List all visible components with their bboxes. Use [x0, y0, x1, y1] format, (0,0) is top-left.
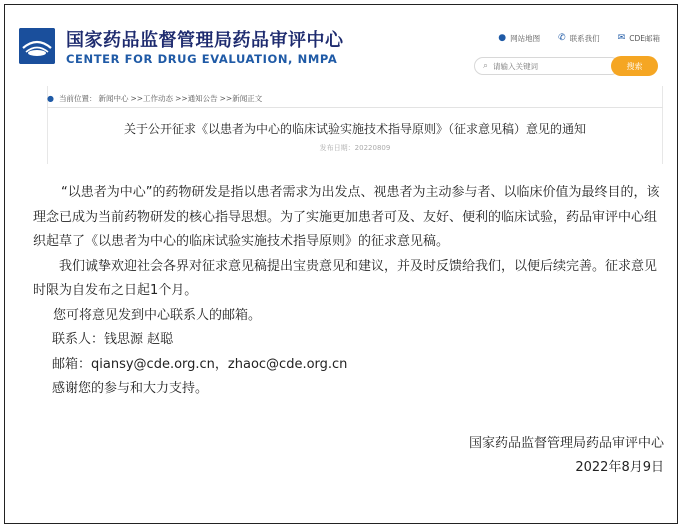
publish-date-label: 发布日期：	[319, 144, 355, 152]
sitemap-link[interactable]	[498, 33, 540, 44]
cde-logo-icon[interactable]	[19, 28, 55, 64]
contact-label: 联系我们	[569, 34, 600, 43]
location-pin-icon: ●	[47, 94, 54, 103]
contact-line	[33, 328, 665, 353]
phone-icon: ✆	[558, 33, 566, 43]
email-addresses[interactable]: qiansy@cde.org.cn，zhaoc@cde.org.cn	[91, 356, 348, 372]
divider	[47, 107, 663, 108]
signature-block	[469, 432, 664, 480]
cde-mail-link[interactable]	[618, 33, 660, 44]
mail-icon: ✉	[617, 33, 626, 43]
breadcrumb	[47, 93, 262, 104]
body-paragraph: 我们诚挚欢迎社会各界对征求意见稿提出宝贵意见和建议，并及时反馈给我们，以便后续完善。征求意见时限为自发布之日起1个月。	[33, 258, 658, 298]
top-links	[498, 33, 660, 44]
search-input[interactable]	[493, 62, 593, 71]
cde-mail-label: CDE邮箱	[629, 34, 660, 43]
site-subtitle: CENTER FOR DRUG EVALUATION, NMPA	[66, 52, 338, 66]
search-button[interactable]: 搜索	[611, 56, 658, 76]
breadcrumb-article[interactable]: >>新闻正文	[219, 94, 263, 103]
signature-date: 2022年8月9日	[575, 460, 664, 475]
sitemap-label: 网站地图	[510, 34, 541, 43]
email-line	[33, 353, 665, 378]
contact-names: 钱思源 赵聪	[104, 332, 174, 347]
location-pin-icon: ●	[498, 33, 507, 43]
site-title[interactable]: 国家药品监督管理局药品审评中心	[66, 30, 344, 51]
contact-link[interactable]	[558, 33, 600, 44]
email-label: 邮箱：	[52, 356, 92, 372]
breadcrumb-prefix: 当前位置：	[58, 94, 97, 103]
thanks-line: 感谢您的参与和大力支持。	[52, 381, 209, 396]
breadcrumb-notices[interactable]: >>通知公告	[175, 94, 218, 103]
signature-org: 国家药品监督管理局药品审评中心	[468, 436, 664, 451]
email-note: 您可将意见发到中心联系人的邮箱。	[53, 307, 262, 323]
publish-date	[47, 143, 663, 153]
search-icon: ⌕	[483, 60, 489, 71]
article-title: 关于公开征求《以患者为中心的临床试验实施技术指导原则》（征求意见稿）意见的通知	[123, 122, 586, 136]
publish-date-value: 20220809	[354, 144, 391, 152]
breadcrumb-work-news[interactable]: >>工作动态	[130, 94, 174, 103]
search-box	[474, 57, 620, 75]
body-paragraph: “以患者为中心”的药物研发是指以患者需求为出发点、视患者为主动参与者、以临床价值为最终目的，该理念已成为当前药物研发的核心指导思想。为了实施更加患者可及、友好、便利的临床试验，药品审评中心组织起草了《以患者为中心的临床试验实施技术指导原则》的征求意见稿。	[33, 185, 660, 249]
article-body	[33, 181, 665, 402]
contact-label: 联系人：	[52, 332, 105, 347]
breadcrumb-news-center[interactable]: 新闻中心	[98, 94, 129, 103]
